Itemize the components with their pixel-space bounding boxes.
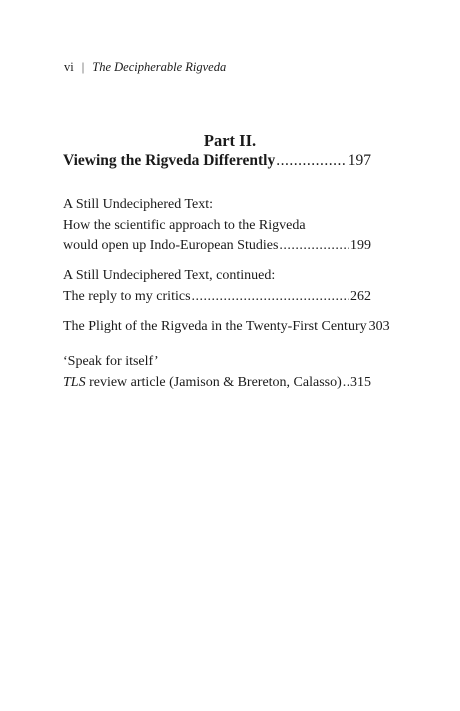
toc-entry[interactable] [63, 352, 371, 393]
toc-entry-title: The Plight of the Rigveda in the Twenty-First Century [63, 319, 367, 334]
running-head-separator: | [81, 60, 85, 74]
toc-entry-title-rest: review article (Jamison & Brereton, Calasso) [85, 374, 342, 390]
toc-entry-line: ‘Speak for itself’ [63, 354, 159, 369]
dot-leader [276, 151, 347, 172]
toc-entry-title: The reply to my critics [63, 288, 191, 304]
toc-entry[interactable] [63, 317, 390, 338]
running-head [64, 59, 226, 75]
toc-entry-italic-abbrev: TLS [63, 374, 86, 390]
toc-entry-line: How the scientific approach to the Rigveda [63, 217, 306, 233]
toc-entry-title: would open up Indo-European Studies [63, 238, 279, 253]
toc-entry[interactable] [63, 195, 371, 257]
toc-entry-part-title[interactable] [63, 151, 371, 172]
page-number: vi [64, 60, 74, 74]
toc-entry-title [63, 373, 342, 394]
toc-entry-page: 262 [350, 288, 371, 304]
toc-entry-page: 303 [368, 319, 390, 334]
toc-entry-line: A Still Undeciphered Text, continued: [63, 268, 276, 283]
dot-leader [192, 287, 349, 308]
running-head-book-title: The Decipherable Rigveda [92, 60, 227, 74]
toc-entry-page: 197 [347, 152, 371, 169]
toc-entry-page: 315 [350, 374, 371, 390]
toc-entry-title: Viewing the Rigveda Differently [63, 152, 276, 169]
part-heading: Part II. [203, 131, 257, 150]
toc-entry-line: A Still Undeciphered Text: [63, 197, 214, 212]
dot-leader [279, 236, 349, 257]
toc-entry-page: 199 [350, 238, 371, 253]
dot-leader [343, 373, 349, 394]
toc-entry[interactable] [63, 266, 371, 307]
